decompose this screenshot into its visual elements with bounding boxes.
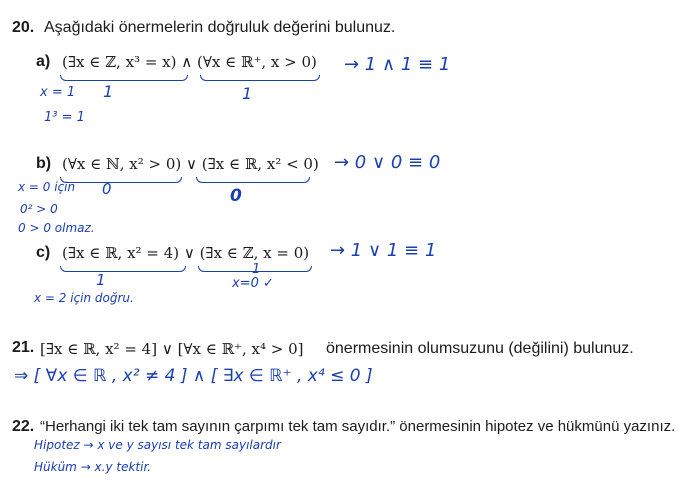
item-b-answer: → 0 ∨ 0 ≡ 0	[334, 152, 441, 173]
item-a-value-2: 1	[242, 84, 253, 103]
item-b-label: b)	[36, 155, 52, 172]
item-c-value-2-note: x=0 ✓	[232, 276, 274, 291]
item-a-brace-1	[60, 75, 188, 81]
item-b-brace-2	[196, 177, 310, 183]
question-20-text: Aşağıdaki önermelerin doğruluk değerini bulunuz.	[44, 19, 396, 36]
question-22-number: 22.	[12, 418, 35, 435]
item-c-note-1: x = 2 için doğru.	[34, 291, 134, 305]
item-b-note-3: 0 > 0 olmaz.	[18, 221, 95, 235]
item-b-note-1: x = 0 için	[18, 180, 76, 194]
question-20-number: 20.	[12, 19, 35, 36]
question-22-text: “Herhangi iki tek tam sayının çarpımı tek tam sayıdır.” önermesinin hipotez ve hükmünü yazınız.	[40, 418, 676, 435]
item-b-value-2: 0	[230, 186, 242, 206]
item-c-expression: (∃x ∈ ℝ, x² = 4) ∨ (∃x ∈ ℤ, x = 0)	[62, 244, 310, 262]
item-a-note-1: x = 1	[40, 85, 76, 100]
question-21-answer: ⇒ [ ∀x ∈ ℝ , x² ≠ 4 ] ∧ [ ∃x ∈ ℝ⁺ , x⁴ ≤ 0 ]	[14, 366, 373, 386]
item-a-value-1: 1	[103, 82, 114, 101]
question-22-conclusion: Hüküm → x.y tektir.	[34, 460, 152, 474]
question-21-expression: [∃x ∈ ℝ, x² = 4] ∨ [∀x ∈ ℝ⁺, x⁴ > 0]	[40, 340, 304, 358]
question-22-hypothesis: Hipotez → x ve y sayısı tek tam sayılardır	[34, 438, 281, 452]
item-a-label: a)	[36, 53, 51, 70]
item-c-answer: → 1 ∨ 1 ≡ 1	[330, 240, 437, 261]
item-a-note-2: 1³ = 1	[44, 110, 85, 125]
question-21-number: 21.	[12, 339, 35, 356]
item-c-value-2: 1	[252, 262, 261, 277]
item-c-brace-1	[60, 266, 186, 272]
item-a-expression: (∃x ∈ ℤ, x³ = x) ∧ (∀x ∈ ℝ⁺, x > 0)	[62, 53, 317, 71]
item-a-answer: → 1 ∧ 1 ≡ 1	[344, 54, 451, 75]
item-b-brace-1	[60, 177, 182, 183]
item-c-label: c)	[36, 244, 51, 261]
item-c-value-1: 1	[96, 271, 106, 289]
item-b-note-2: 0² > 0	[20, 202, 58, 216]
item-a-brace-2	[200, 75, 320, 81]
item-b-expression: (∀x ∈ ℕ, x² > 0) ∨ (∃x ∈ ℝ, x² < 0)	[62, 155, 319, 173]
question-21-text: önermesinin olumsuzunu (değilini) bulunuz.	[326, 340, 634, 357]
item-b-value-1: 0	[102, 180, 112, 198]
